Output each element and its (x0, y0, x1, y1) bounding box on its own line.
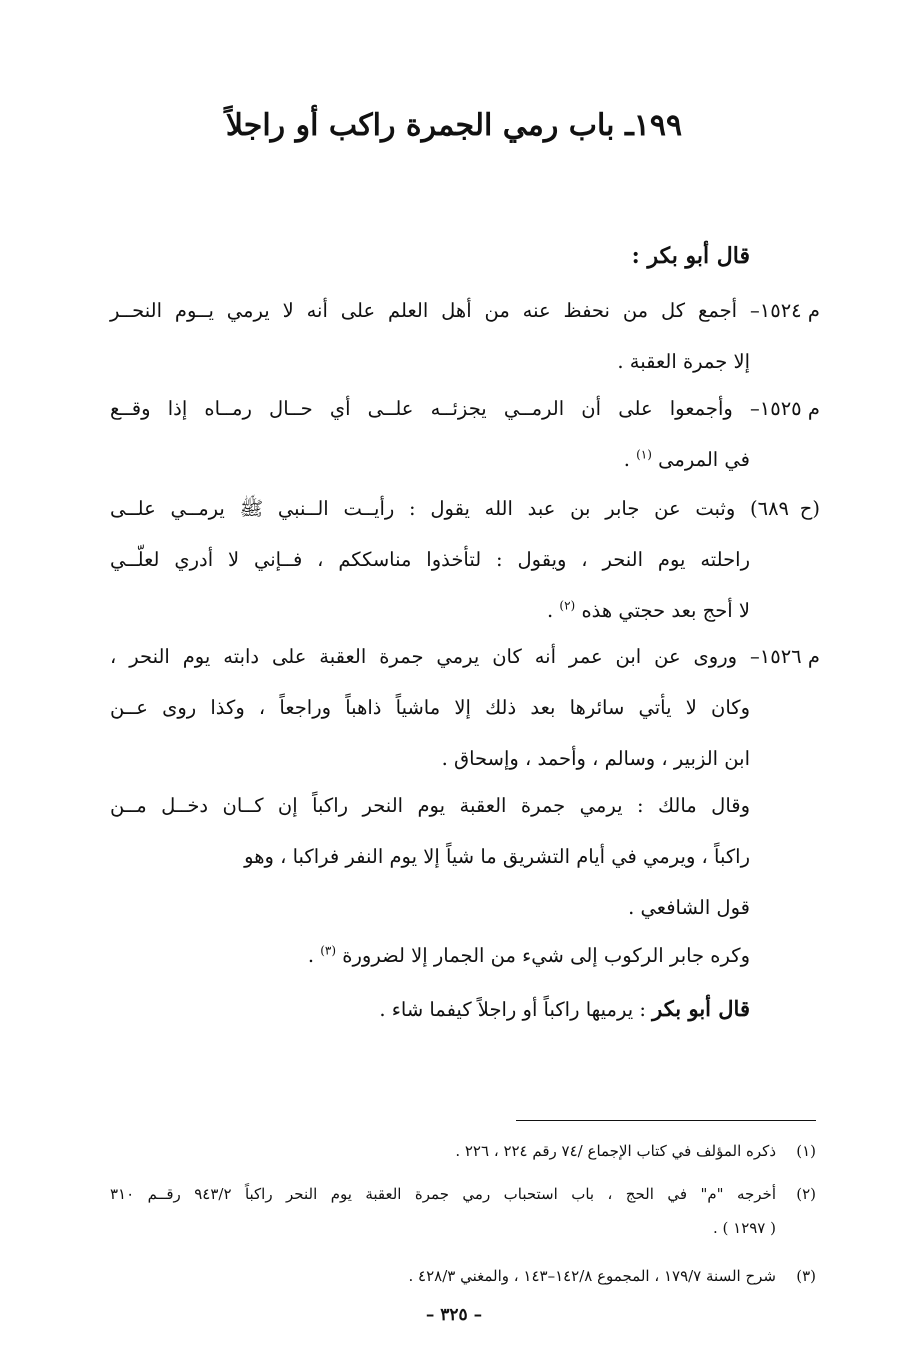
footnote-1-text: ذكره المؤلف في كتاب الإجماع /٧٤ رقم ٢٢٤ ، ٢٢٦ . (455, 1142, 776, 1160)
entry-1525-line-1 (110, 383, 820, 434)
jabir-line (110, 930, 750, 981)
footnote-3-line (110, 1259, 816, 1293)
entry-1526-line-2: وكان لا يأتي سائرها بعد ذلك إلا ماشياً ذاهباً وراجعاً ، وكذا روى عــن (110, 696, 750, 719)
hadith-689-line-2: راحلته يوم النحر ، ويقول : لتأخذوا مناسككم ، فــإني لا أدري لعلّــي (110, 548, 750, 571)
intro-heading: قال أبو بكر : (631, 243, 750, 269)
footnote-ref-2: (٢) (559, 598, 576, 613)
footnote-divider (516, 1120, 816, 1121)
entry-1524-marker: م ١٥٢٤– (750, 299, 821, 322)
malik-paragraph (110, 780, 750, 933)
footnote-1-line (110, 1134, 816, 1168)
entry-1526-text-1: وروى عن ابن عمر أنه كان يرمي جمرة العقبة على دابته يوم النحر ، (110, 645, 738, 668)
footnote-2-line-2: ( ١٢٩٧ ) . (712, 1219, 776, 1237)
entry-1524-line-2: إلا جمرة العقبة . (617, 350, 750, 373)
entry-1525-text-2: في المرمى (658, 448, 750, 471)
entry-1524 (110, 285, 820, 387)
jabir-text-end: . (307, 944, 321, 967)
conclusion-label: قال أبو بكر (652, 996, 750, 1021)
conclusion-line (110, 983, 750, 1035)
hadith-689-text-3: لا أحج بعد حجتي هذه (581, 599, 750, 622)
entry-1526 (110, 631, 820, 784)
footnote-2-line-1 (110, 1177, 816, 1211)
conclusion-paragraph (110, 983, 750, 1035)
entry-1525-text-1: وأجمعوا على أن الرمــي يجزئــه علــى أي حــال رمــاه إذا وقــع (110, 397, 733, 420)
footnote-1-number: (١) (796, 1142, 816, 1160)
jabir-paragraph (110, 930, 750, 981)
hadith-689-marker: (ح ٦٨٩) (750, 497, 820, 520)
page-number: – ٣٢٥ – (425, 1305, 483, 1325)
hadith-689 (110, 483, 820, 636)
jabir-text: وكره جابر الركوب إلى شيء من الجمار إلا لضرورة (342, 944, 750, 967)
footnote-ref-1: (١) (636, 447, 652, 462)
entry-1525-marker: م ١٥٢٥– (750, 397, 821, 420)
conclusion-text: : يرميها راكباً أو راجلاً كيفما شاء . (379, 998, 653, 1021)
hadith-689-line-1 (110, 483, 820, 534)
footnote-3-text: شرح السنة ١٧٩/٧ ، المجموع ١٤٢/٨–١٤٣ ، والمغني ٤٢٨/٣ . (408, 1267, 776, 1285)
hadith-689-text-1: وثبت عن جابر بن عبد الله يقول : رأيــت الــنبي ﷺ يرمــي علــى (110, 497, 736, 520)
footnote-3 (110, 1259, 816, 1293)
footnote-2-number: (٢) (796, 1185, 816, 1203)
chapter-title: ١٩٩ـ باب رمي الجمرة راكب أو راجلاً (225, 108, 683, 143)
footnote-1 (110, 1134, 816, 1168)
footnote-3-number: (٣) (796, 1267, 816, 1285)
hadith-689-line-3 (110, 585, 820, 636)
malik-line-1: وقال مالك : يرمي جمرة العقبة يوم النحر راكباً إن كــان دخــل مــن (110, 794, 750, 817)
entry-1526-line-1 (110, 631, 820, 682)
entry-1524-text-1: أجمع كل من نحفظ عنه من أهل العلم على أنه لا يرمي يــوم النحــر (110, 299, 738, 322)
hadith-689-text-3-end: . (547, 599, 560, 622)
entry-1526-line-3: ابن الزبير ، وسالم ، وأحمد ، وإسحاق . (441, 747, 750, 770)
entry-1524-line-1 (110, 285, 820, 336)
entry-1525 (110, 383, 820, 485)
entry-1526-marker: م ١٥٢٦– (750, 645, 820, 668)
malik-line-2: راكباً ، ويرمي في أيام التشريق ما شياً إلا يوم النفر فراكبا ، وهو (244, 845, 750, 868)
malik-line-3: قول الشافعي . (628, 896, 750, 919)
footnote-2-text: أخرجه "م" في الحج ، باب استحباب رمي جمرة العقبة يوم النحر راكباً ٩٤٣/٢ رقــم ٣١٠ (110, 1185, 776, 1203)
footnote-ref-3: (٣) (320, 943, 337, 958)
entry-1525-line-2 (110, 434, 820, 485)
footnote-2 (110, 1177, 816, 1245)
entry-1525-text-2-end: . (623, 448, 637, 471)
